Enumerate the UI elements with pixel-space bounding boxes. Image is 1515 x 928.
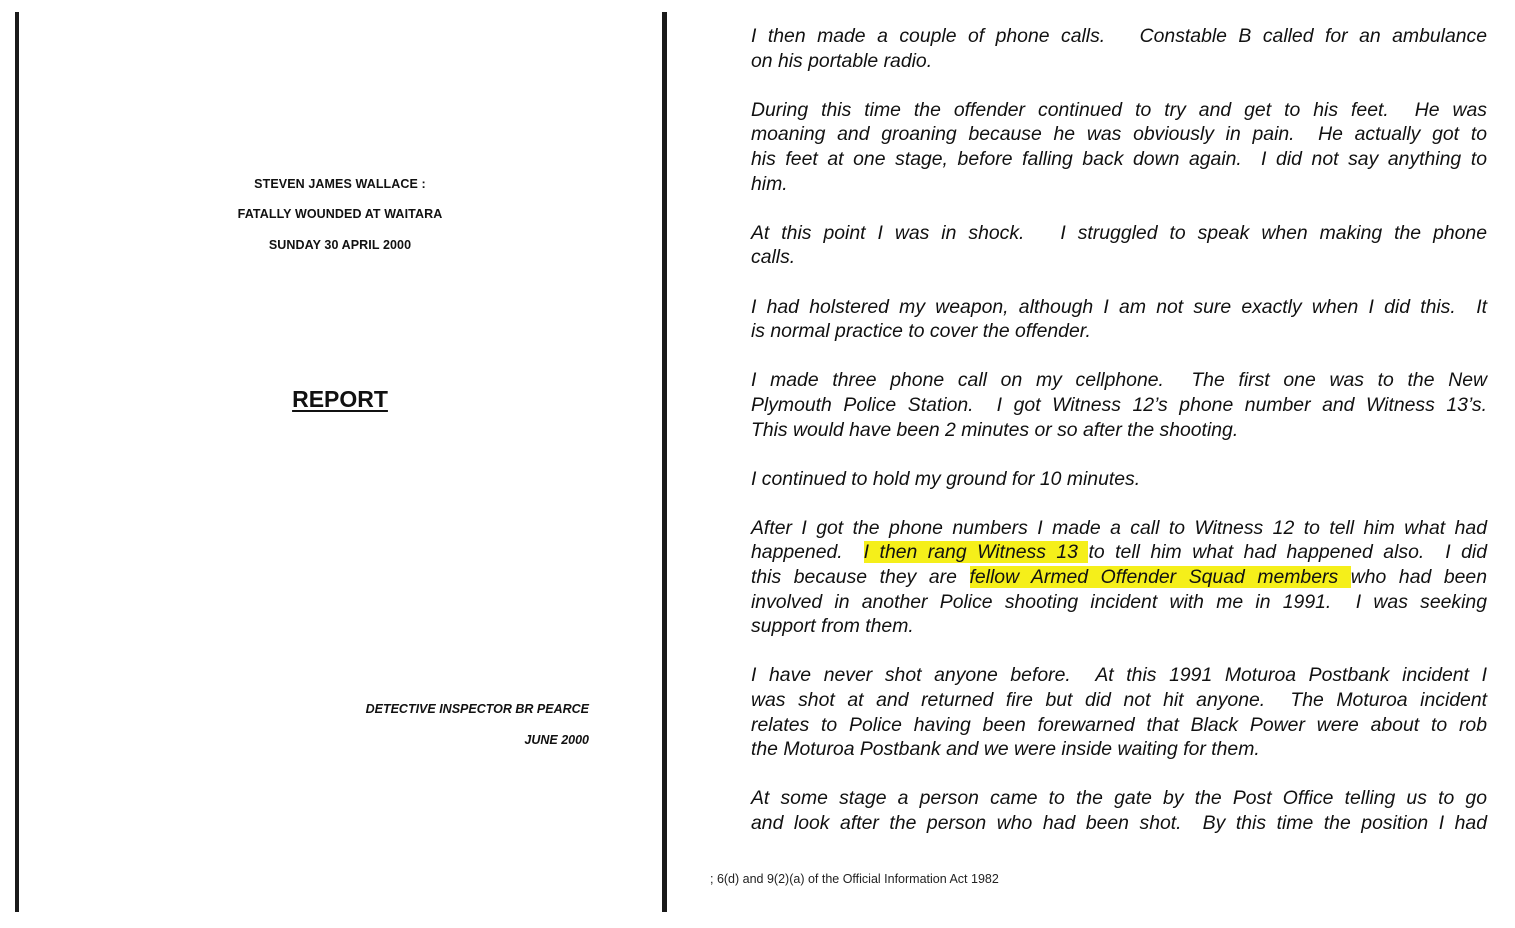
statement-text-run: involved in another Police shooting incident with me in 1991. I was seeking bbox=[751, 590, 1487, 613]
statement-paragraph bbox=[751, 786, 1487, 835]
statement-text-run: who had been bbox=[1350, 566, 1487, 589]
statement-text-run: I then made a couple of phone calls. Constable B called for an ambulance bbox=[751, 25, 1487, 47]
statement-text-run: I had holstered my weapon, although I am not sure exactly when I did this. It bbox=[751, 295, 1487, 318]
statement-line bbox=[751, 663, 1487, 688]
statement-paragraph bbox=[751, 467, 1487, 492]
statement-line bbox=[751, 688, 1487, 713]
page-edge-rule bbox=[15, 12, 19, 912]
statement-paragraph bbox=[751, 24, 1487, 73]
statement-text-run: on his portable radio. bbox=[751, 49, 933, 72]
statement-text-run: moaning and groaning because he was obviously in pain. He actually got to bbox=[751, 123, 1487, 146]
statement-text-run: Plymouth Police Station. I got Witness 12’s phone number and Witness 13’s. bbox=[751, 393, 1487, 416]
report-author: DETECTIVE INSPECTOR BR PEARCE bbox=[365, 702, 589, 716]
statement-line bbox=[751, 295, 1487, 320]
statement-line bbox=[751, 24, 1487, 49]
statement-text-run: his feet at one stage, before falling back down again. I did not say anything to bbox=[751, 147, 1487, 170]
statement-line bbox=[751, 713, 1487, 738]
statement-paragraph bbox=[751, 295, 1487, 344]
highlighted-text: fellow Armed Offender Squad members bbox=[969, 566, 1351, 589]
statement-line bbox=[751, 811, 1487, 836]
statement-text-run: was shot at and returned fire but did not hit anyone. The Moturoa incident bbox=[751, 689, 1487, 712]
cover-heading-date: SUNDAY 30 APRIL 2000 bbox=[268, 238, 412, 252]
statement-line bbox=[751, 221, 1487, 246]
statement-text-run: I have never shot anyone before. At this 1991 Moturoa Postbank incident I bbox=[751, 664, 1487, 687]
highlighted-text: I then rang Witness 13 bbox=[863, 541, 1089, 564]
statement-line bbox=[751, 540, 1487, 565]
statement-text bbox=[751, 24, 1487, 860]
statement-paragraph bbox=[751, 663, 1487, 761]
statement-line bbox=[751, 614, 1487, 639]
statement-text-run: the Moturoa Postbank and we were inside waiting for them. bbox=[751, 738, 1260, 761]
statement-text-run: During this time the offender continued to try and get to his feet. He was bbox=[751, 98, 1487, 121]
statement-paragraph bbox=[751, 368, 1487, 442]
statement-line bbox=[751, 467, 1487, 492]
statement-line bbox=[751, 319, 1487, 344]
statement-line bbox=[751, 245, 1487, 270]
statement-line bbox=[751, 147, 1487, 172]
statement-text-run: and look after the person who had been shot. By this time the position I had bbox=[751, 812, 1487, 834]
report-title: REPORT bbox=[292, 386, 388, 412]
statement-text-run: This would have been 2 minutes or so after the shooting. bbox=[751, 418, 1239, 441]
statement-line bbox=[751, 172, 1487, 197]
statement-text-run: I made three phone call on my cellphone. The first one was to the New bbox=[751, 369, 1487, 392]
statement-line bbox=[751, 49, 1487, 74]
statement-line bbox=[751, 786, 1487, 811]
statement-paragraph bbox=[751, 221, 1487, 270]
statement-line bbox=[751, 418, 1487, 443]
statement-text-run: him. bbox=[751, 172, 788, 195]
statement-text-run: happened. bbox=[751, 541, 864, 564]
statement-text-run: After I got the phone numbers I made a call to Witness 12 to tell him what had bbox=[751, 516, 1487, 539]
statement-line bbox=[751, 565, 1487, 590]
statement-text-run: to tell him what had happened also. I did bbox=[1088, 541, 1488, 564]
footnote: ; 6(d) and 9(2)(a) of the Official Information Act 1982 bbox=[710, 872, 999, 886]
statement-text-run: is normal practice to cover the offender. bbox=[751, 320, 1091, 343]
statement-text-run: I continued to hold my ground for 10 minutes. bbox=[751, 467, 1141, 490]
statement-text-run: At some stage a person came to the gate by the Post Office telling us to go bbox=[751, 787, 1487, 810]
statement-text-run: At this point I was in shock. I struggled to speak when making the phone bbox=[751, 221, 1487, 244]
statement-text-run: this because they are bbox=[751, 566, 970, 589]
statement-text-run: relates to Police having been forewarned that Black Power were about to rob bbox=[751, 713, 1487, 736]
statement-text-run: calls. bbox=[751, 246, 796, 269]
statement-line bbox=[751, 98, 1487, 123]
statement-paragraph bbox=[751, 516, 1487, 639]
statement-line bbox=[751, 516, 1487, 541]
statement-line bbox=[751, 368, 1487, 393]
statement-line bbox=[751, 590, 1487, 615]
statement-line bbox=[751, 393, 1487, 418]
statement-line bbox=[751, 737, 1487, 762]
statement-line bbox=[751, 122, 1487, 147]
page-divider-rule bbox=[662, 12, 667, 912]
cover-heading-event: FATALLY WOUNDED AT WAITARA bbox=[237, 207, 443, 221]
statement-paragraph bbox=[751, 98, 1487, 196]
statement-text-run: support from them. bbox=[751, 615, 914, 638]
report-date: JUNE 2000 bbox=[524, 733, 589, 747]
cover-heading-name: STEVEN JAMES WALLACE : bbox=[254, 177, 426, 191]
